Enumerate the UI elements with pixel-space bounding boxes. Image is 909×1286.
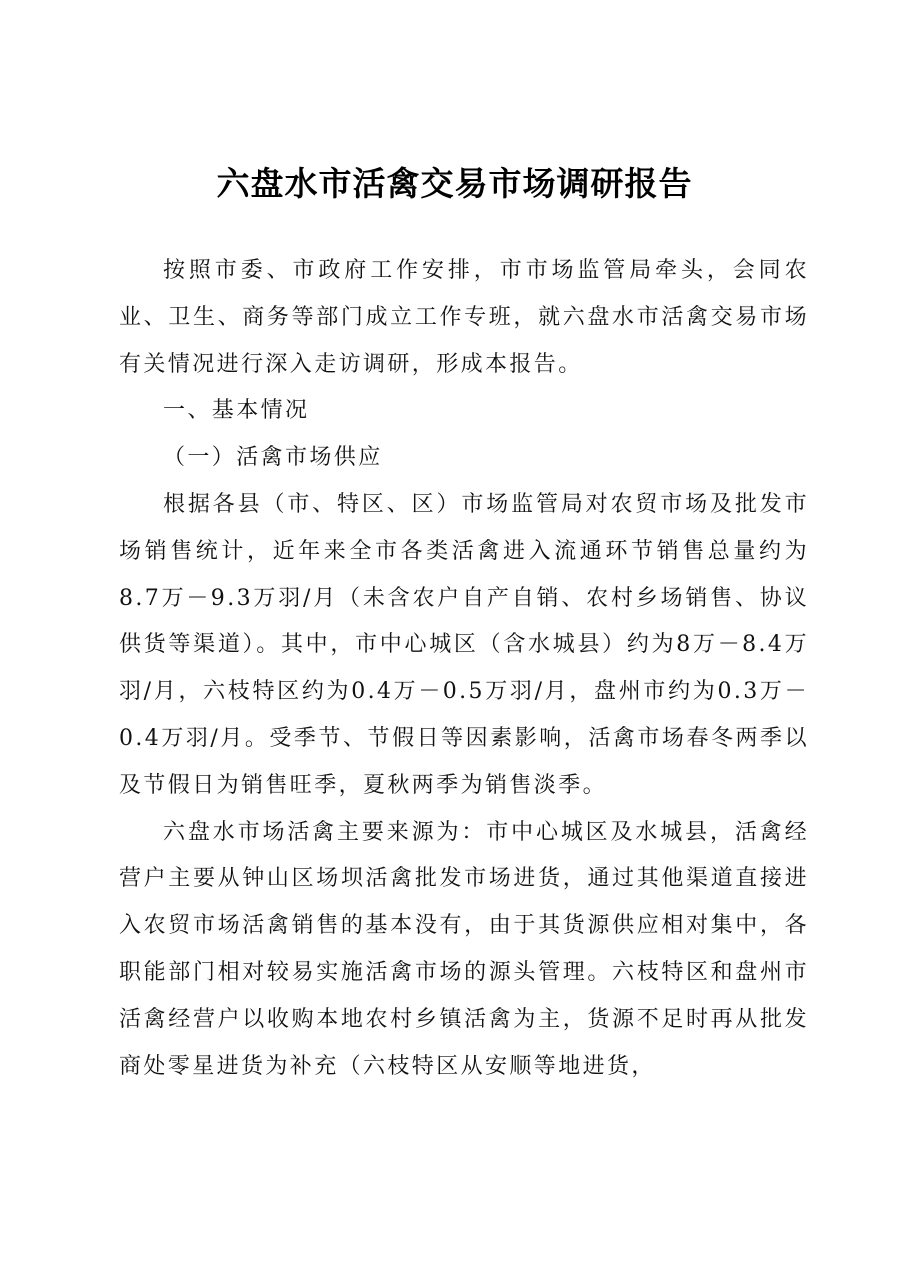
supply-source-paragraph: 六盘水市场活禽主要来源为：市中心城区及水城县，活禽经营户主要从钟山区场坝活禽批发市场进货，通过其他渠道直接进入农贸市场活禽销售的基本没有，由于其货源供应相对集中，各职能部门相对较易实施活禽市场的源头管理。六枝特区和盘州市活禽经营户以收购本地农村乡镇活禽为主，货源不足时再从批发商处零星进货为补充（六枝特区从安顺等地进货， <box>119 819 809 1079</box>
document-body <box>119 248 809 1090</box>
section-heading-basic-situation: 一、基本情况 <box>163 398 310 424</box>
supply-statistics-paragraph: 根据各县（市、特区、区）市场监管局对农贸市场及批发市场销售统计，近年来全市各类活禽进入流通环节销售总量约为8.7万－9.3万羽/月（未含农户自产自销、农村乡场销售、协议供货等渠道）。其中，市中心城区（含水城县）约为8万－8.4万羽/月，六枝特区约为0.4万－0.5万羽/月，盘州市约为0.3万－0.4万羽/月。受季节、节假日等因素影响，活禽市场春冬两季以及节假日为销售旺季，夏秋两季为销售淡季。 <box>119 491 809 798</box>
subsection-heading-market-supply: （一）活禽市场供应 <box>163 445 383 471</box>
intro-paragraph: 按照市委、市政府工作安排，市市场监管局牵头，会同农业、卫生、商务等部门成立工作专班，就六盘水市活禽交易市场有关情况进行深入走访调研，形成本报告。 <box>119 258 809 377</box>
document-title: 六盘水市活禽交易市场调研报告 <box>216 164 693 203</box>
